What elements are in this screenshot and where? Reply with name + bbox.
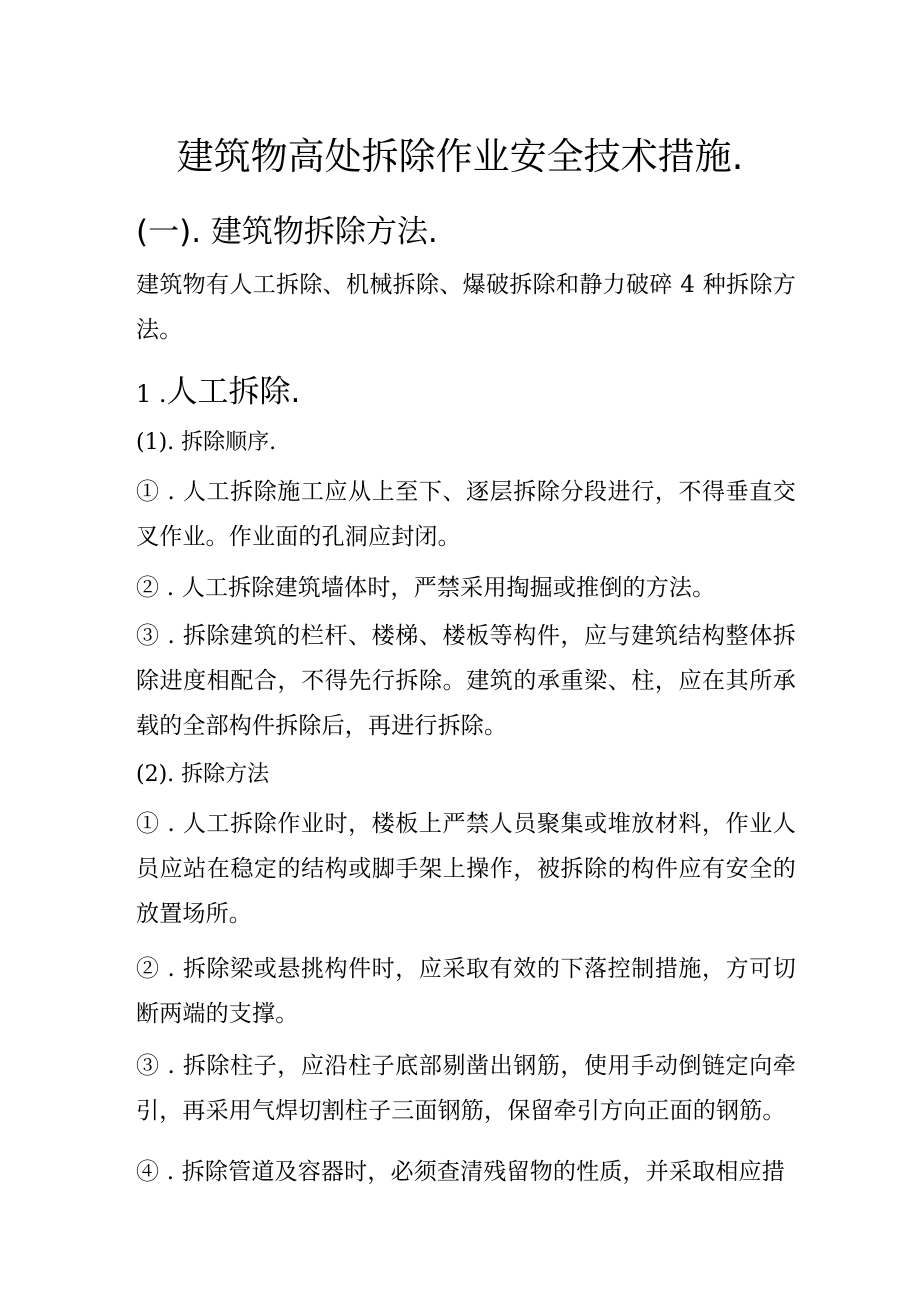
intro-paragraph: 建筑物有人工拆除、机械拆除、爆破拆除和静力破碎 4 种拆除方法。 [136,272,796,343]
section-heading-demolition-methods: (一). 建筑物拆除方法. [136,214,438,250]
subsection-title: 人工拆除. [166,374,301,410]
method-item-4: ④ . 拆除管道及容器时，必须查清残留物的性质，并采取相应措 [136,1159,785,1185]
method-item-2: ② . 拆除梁或悬挑构件时，应采取有效的下落控制措施，方可切断两端的支撑。 [136,956,796,1027]
order-item-2: ② . 人工拆除建筑墙体时，严禁采用掏掘或推倒的方法。 [136,575,716,601]
method-item-1: ① . 人工拆除作业时，楼板上严禁人员聚集或堆放材料，作业人员应站在稳定的结构或脚手架上操作，被拆除的构件应有安全的放置场所。 [136,811,796,927]
order-item-3: ③ . 拆除建筑的栏杆、楼梯、楼板等构件，应与建筑结构整体拆除进度相配合，不得先行拆除。建筑的承重梁、柱，应在其所承载的全部构件拆除后，再进行拆除。 [136,623,796,739]
part-heading-demolition-order: (1). 拆除顺序. [136,430,277,455]
method-item-3: ③ . 拆除柱子，应沿柱子底部剔凿出钢筋，使用手动倒链定向牵引，再采用气焊切割柱子三面钢筋，保留牵引方向正面的钢筋。 [136,1053,796,1124]
subsection-number: 1 . [136,380,167,408]
subsection-heading-manual-demolition [136,370,300,416]
part-heading-demolition-method: (2). 拆除方法 [136,762,270,787]
order-item-1: ① . 人工拆除施工应从上至下、逐层拆除分段进行，不得垂直交叉作业。作业面的孔洞应封闭。 [136,479,796,550]
document-title: 建筑物高处拆除作业安全技术措施. [176,135,744,178]
